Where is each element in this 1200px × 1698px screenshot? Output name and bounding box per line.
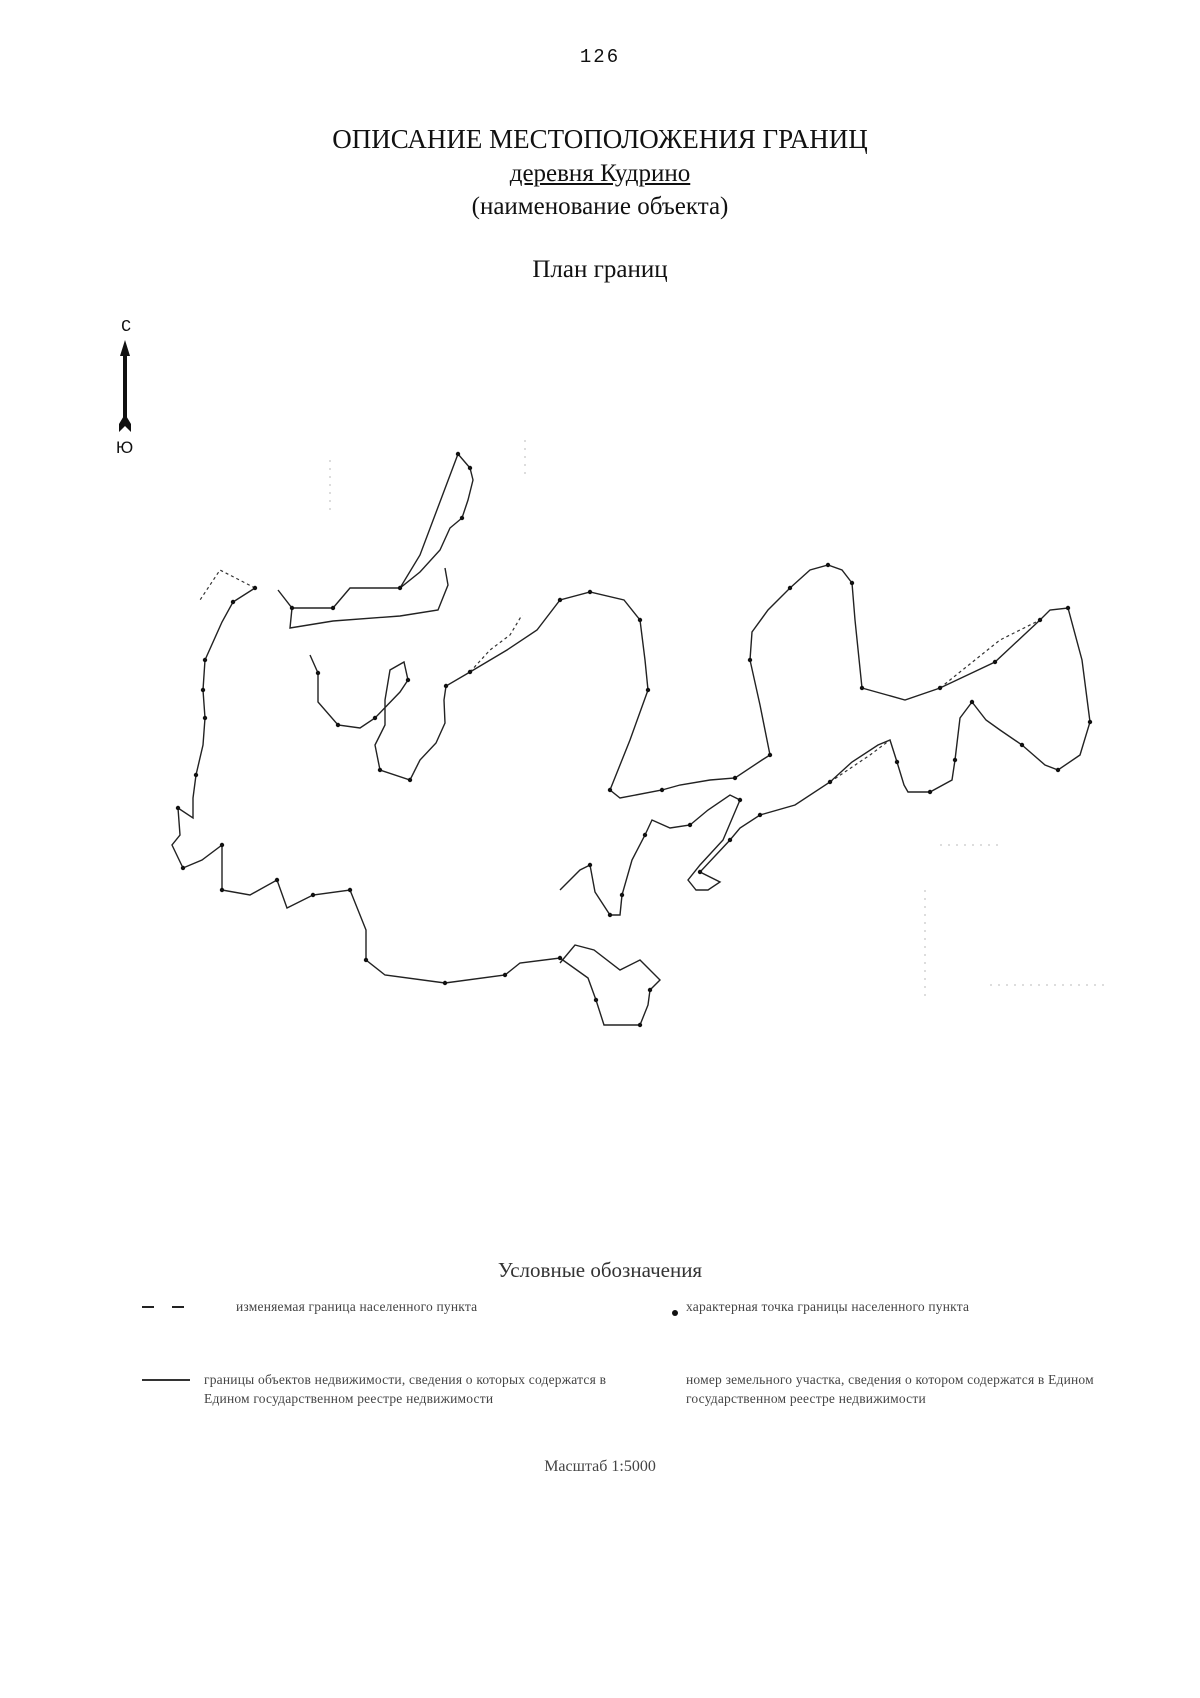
boundary-inner-1 [290,568,448,628]
document-title: ОПИСАНИЕ МЕСТОПОЛОЖЕНИЯ ГРАНИЦ [332,124,868,154]
boundary-central [470,565,1090,915]
boundary-dashed-1 [470,615,522,672]
boundary-inner-2 [310,655,470,780]
legend-item-changed-boundary: изменяемая граница населенного пункта [236,1299,478,1314]
plan-title: План границ [532,256,668,283]
boundary-dashed-4 [940,620,1040,688]
legend-dashed-line-symbol [142,1306,192,1308]
boundary-north-loop [278,454,473,608]
north-arrow [110,318,150,458]
object-name: деревня Кудрино [509,160,691,187]
boundary-dashed-5 [200,570,255,600]
north-label: С [121,318,132,337]
south-label: Ю [116,438,134,457]
object-caption: (наименование объекта) [471,193,729,220]
boundary-plan-map [0,440,1200,1080]
page-number: 126 [579,46,621,68]
legend-point-symbol [672,1310,678,1316]
legend-item-parcel-number: номер земельного участка, сведения о котором содержатся в Едином государственном реестре недвижимости [686,1372,1094,1406]
north-arrow-icon [110,340,140,440]
legend-item-property-boundaries: границы объектов недвижимости, сведения о которых содержатся в Едином государственном реестре недвижимости [204,1372,607,1406]
legend-item-characteristic-point: характерная точка границы населенного пункта [686,1299,970,1314]
boundary-dashed-3 [830,740,890,782]
legend-solid-line-symbol [142,1379,190,1381]
legend-title: Условные обозначения [497,1258,703,1282]
map-scale: Масштаб 1:5000 [544,1458,656,1475]
boundary-west [172,588,660,1025]
